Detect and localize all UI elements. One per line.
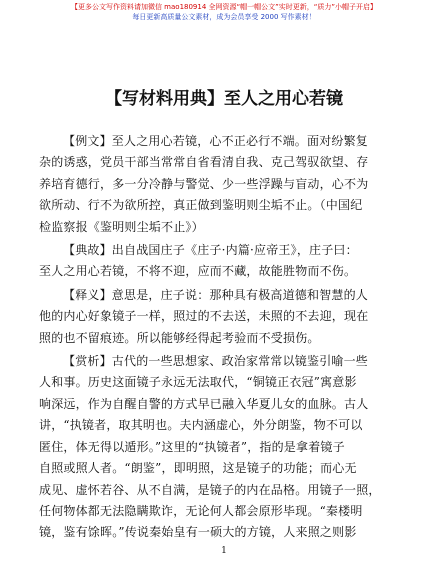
text-line: 至人之用心若镜，不将不迎，应而不藏，故能胜物而不伤。 <box>39 264 357 279</box>
text-line: 镜，鉴有馀晖。”传说秦始皇有一硕大的方镜，人来照之则影 <box>39 525 357 540</box>
paragraph-meaning <box>39 285 417 349</box>
document-body <box>39 131 417 546</box>
text-line: 【典故】出自战国庄子《庄子·内篇·应帝王》，庄子曰： <box>63 243 358 258</box>
text-line: 他的内心好象镜子一样，照过的不去送，未照的不去迎，现在 <box>39 309 369 324</box>
page-number: 1 <box>221 546 227 556</box>
text-line: 养培育德行，多一分冷静与警觉、少一些浮躁与盲动，心不为 <box>39 176 369 191</box>
banner-line-2: 每日更新高质量公文素材，成为会员享受 2000 写作素材！ <box>132 13 316 21</box>
text-line: 人和事。历史这面镜子永远无法取代，“铜镜正衣冠”寓意影 <box>39 375 357 390</box>
text-line: 照的也不留痕迹。所以能够经得起考验而不受损伤。 <box>39 330 320 345</box>
paragraph-appreciation <box>39 351 417 544</box>
text-line: 匿住，体无得以遁形。”这里的“执镜者”，指的是拿着镜子 <box>39 439 345 454</box>
text-line: 【赏析】古代的一些思想家、政治家常常以镜鉴引喻一些 <box>63 354 369 369</box>
document-title: 【写材料用典】至人之用心若镜 <box>105 89 343 109</box>
text-line: 杂的诱惑，党员干部当常常自省看清自我、克己驾驭欲望、存 <box>39 155 369 170</box>
paragraph-origin <box>39 240 417 283</box>
paragraph-example <box>39 131 417 238</box>
text-line: 检监察报《鉴明则尘垢不止》） <box>39 219 204 234</box>
text-line: 【释义】意思是，庄子说：那种具有极高道德和智慧的人 <box>63 287 369 302</box>
text-line: 【例文】至人之用心若镜，心不正必行不端。面对纷繁复 <box>63 134 369 148</box>
banner-line-1: 【更多公文写作资料请加微信 mao180914 全网资源“帽一帽公文”实时更新，“质力”小帽子开启】 <box>70 3 378 11</box>
header-banner <box>0 2 448 22</box>
text-line: 任何物体都无法隐瞒欺诈，无论何人都会原形毕现。“秦楼明 <box>39 503 363 518</box>
text-line: 响深远，作为自醒自警的方式早已融入华夏儿女的血脉。古人 <box>39 396 369 411</box>
text-line: 欲所动、行不为欲所控，真正做到鉴明则尘垢不止。（中国纪 <box>39 198 363 213</box>
text-line: 成见、虚怀若谷、从不自满，是镜子的内在品格。用镜子一照， <box>39 482 381 497</box>
text-line: 自照或照人者。“朗鉴”，即明照，这是镜子的功能；而心无 <box>39 461 357 476</box>
text-line: 讲，“执镜者，取其明也。夫内涵虚心，外分朗鉴，物不可以 <box>39 418 363 433</box>
